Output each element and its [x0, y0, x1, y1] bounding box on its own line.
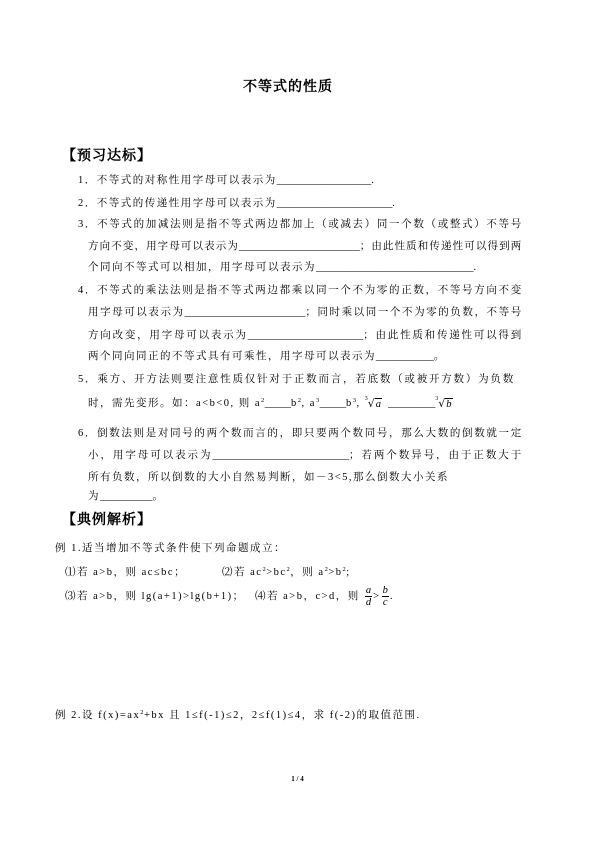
math-text: >bc	[266, 567, 287, 578]
item-text: , a	[301, 398, 316, 409]
item-text: 小，用字母可以表示为	[88, 450, 213, 461]
exponent: 3	[352, 397, 357, 404]
math-text: +bx 且 1≤f(-1)≤2，2≤f(1)≤4，求 f(-2)的取值范围.	[143, 710, 421, 721]
item-5-line-2	[88, 396, 453, 412]
answer-blank: __________	[100, 491, 153, 502]
exponent: 2	[324, 566, 329, 573]
page-title: 不等式的性质	[243, 80, 333, 95]
item-number: 3．	[78, 219, 98, 230]
item-text: ,	[356, 398, 365, 409]
item-6-line-3	[88, 470, 449, 486]
answer-blank: ______________________________	[316, 262, 474, 273]
item-text: b	[291, 398, 298, 409]
item-text: ；若两个数异号，由于正数大于	[348, 450, 523, 461]
fraction-a-over-d	[365, 585, 372, 608]
item-period: .	[473, 262, 478, 273]
item-period: .	[371, 175, 376, 186]
item-1	[78, 173, 375, 189]
item-5-line-1	[78, 372, 514, 388]
exponent: 3	[315, 397, 320, 404]
numerator: a	[365, 585, 372, 597]
example-1-intro: 例 1.适当增加不等式条件使下列命题成立：	[55, 543, 286, 554]
item-text: 倒数法则是对同号的两个数而言的，即只要两个数同号，那么大数的倒数就一定	[97, 428, 523, 439]
radicand: a	[375, 399, 381, 410]
item-text: 不等式的加减法则是指不等式两边都加上（或减去）同一个数（或整式）不等号	[97, 219, 523, 230]
answer-blank: ___________	[376, 351, 434, 362]
exponent: 2	[342, 566, 347, 573]
section-heading-examples: 【典例解析】	[62, 513, 152, 528]
item-text: 方向不变，用字母可以表示为	[88, 241, 239, 252]
answer-blank: ______________________	[276, 198, 393, 209]
item-6-line-4	[88, 489, 165, 505]
item-text: 不等式的传递性用字母可以表示为	[96, 198, 277, 209]
root-index: 3	[435, 396, 439, 402]
numerator: b	[382, 585, 388, 597]
item-3-line-3	[88, 260, 478, 276]
item-number: 6．	[78, 428, 98, 439]
item-3-line-1	[78, 217, 522, 233]
math-text: .	[389, 591, 394, 602]
math-text: >	[373, 591, 381, 602]
item-text: 不等式的对称性用字母可以表示为	[96, 175, 277, 186]
item-number: 5．	[78, 374, 98, 385]
item-2	[78, 196, 396, 212]
item-period: 。	[152, 491, 165, 502]
item-4-line-1	[78, 283, 522, 299]
section-heading-preview: 【预习达标】	[62, 149, 152, 164]
page-number: 1 / 4	[291, 775, 304, 783]
denominator: c	[382, 597, 388, 609]
radicand: b	[446, 399, 452, 410]
item-text: 乘方、开方法则要注意性质仅针对于正数而言，若底数（或被开方数）为负数	[97, 374, 514, 385]
example-1-part-2	[222, 565, 351, 581]
item-3-line-2	[88, 239, 522, 255]
radical-sign: √	[438, 397, 446, 410]
item-4-line-4	[88, 349, 446, 365]
item-text: 为	[88, 491, 100, 502]
radical-sign: √	[367, 397, 375, 410]
item-4-line-2	[88, 305, 522, 321]
item-text: 个同向不等式可以相加，用字母可以表示为	[88, 262, 316, 273]
item-6-line-1	[78, 426, 522, 442]
answer-blank: __________________	[276, 175, 372, 186]
item-number: 4．	[78, 285, 98, 296]
answer-blank: _____	[264, 398, 292, 409]
exponent: 2	[262, 566, 267, 573]
item-number: 1．	[78, 175, 97, 186]
item-text: b	[345, 398, 353, 409]
item-text: 所有负数，所以倒数的大小自然易判断，如－3<5,那么倒数大小关系	[88, 472, 450, 483]
answer-blank: _______________________	[184, 307, 306, 318]
exponent: 2	[261, 397, 265, 404]
item-text: 用字母可以表示为	[88, 307, 185, 318]
item-text: 不等式的乘法法则是指不等式两边都乘以同一个不为零的正数，不等号方向不变	[97, 285, 523, 296]
math-text: 例 2.设 f(x)=ax	[55, 710, 141, 721]
answer-blank: __________________________	[212, 450, 349, 461]
item-period: 。	[433, 351, 446, 362]
item-text: ；由此性质和传递性可以得到两	[359, 241, 523, 252]
example-1-part-3: ⑶若 a>b，则 lg(a+1)>lg(b+1)；	[65, 591, 245, 602]
item-4-line-3	[88, 328, 522, 344]
example-1-part-1: ⑴若 a>b，则 ac≤bc；	[65, 567, 187, 578]
math-text: ;	[346, 567, 351, 578]
item-period: .	[392, 198, 397, 209]
item-text: ；同时乘以同一个不为零的负数，不等号	[305, 307, 522, 318]
math-text: ⑵若 ac	[222, 567, 263, 578]
exponent: 2	[140, 709, 144, 716]
answer-blank: _____	[319, 398, 346, 409]
fraction-b-over-c	[382, 585, 389, 608]
item-number: 2．	[78, 198, 97, 209]
item-6-line-2	[88, 448, 522, 464]
cube-root-a	[365, 398, 382, 411]
denominator: d	[365, 597, 372, 609]
exponent: 2	[286, 566, 291, 573]
math-text: ，则 a	[290, 567, 325, 578]
answer-blank: _______________________	[238, 241, 360, 252]
example-2	[55, 708, 421, 724]
root-index: 3	[364, 396, 368, 402]
item-text: 两个同向同正的不等式具有可乘性，用字母可以表示为	[88, 351, 376, 362]
item-text: 时，需先变形。如：a<b<0, 则 a	[88, 398, 262, 409]
exponent: 2	[297, 397, 302, 404]
answer-blank: ______________________	[247, 330, 364, 341]
math-text: ⑷若 a>b，c>d，则	[255, 591, 364, 602]
example-1-part-4	[255, 585, 394, 609]
math-text: >b	[328, 567, 343, 578]
answer-blank: _________	[387, 398, 436, 409]
item-text: ；由此性质和传递性可以得到	[363, 330, 522, 341]
cube-root-b	[435, 398, 452, 411]
item-text: 方向改变，用字母可以表示为	[88, 330, 248, 341]
